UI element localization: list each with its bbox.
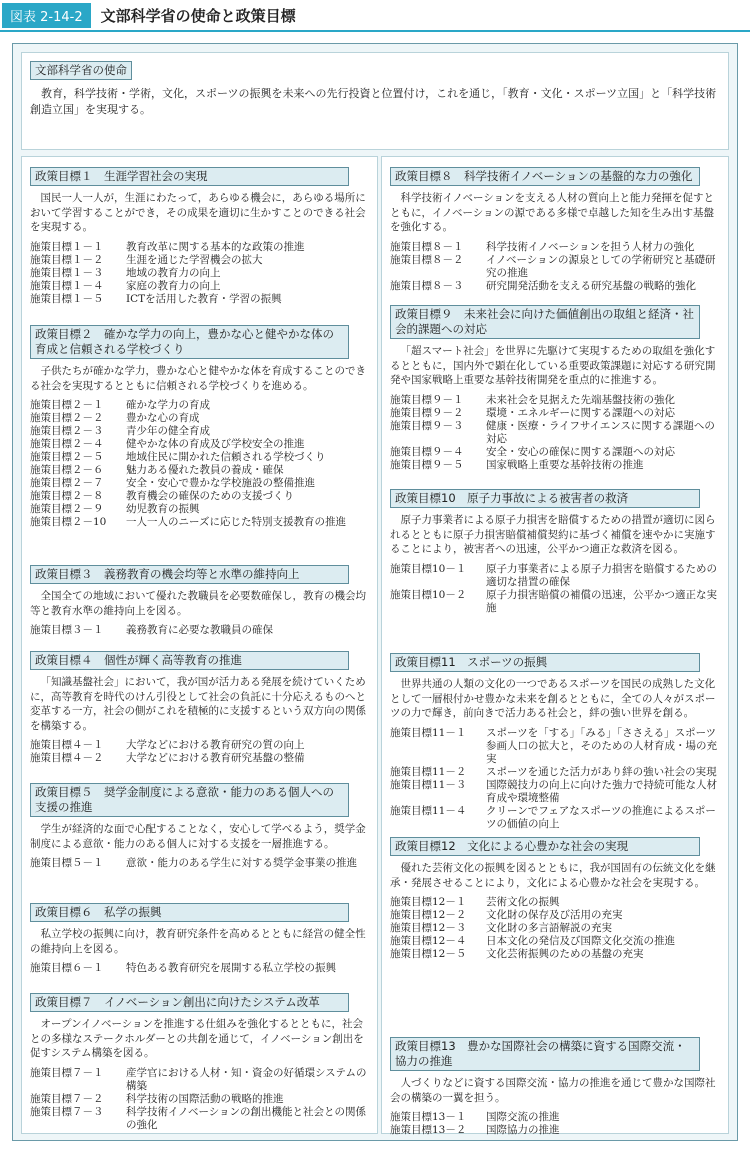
measure-number: 施策目標２－１ — [30, 399, 104, 411]
policy-goal-description: オープンイノベーションを推進する仕組みを強化するとともに，社会との多様なステークホルダーとの共創を通じて，イノベーション創出を促すシステム構築を図る。 — [30, 1018, 364, 1059]
measure-item — [390, 727, 720, 766]
measure-item — [30, 1106, 369, 1132]
policy-goal-description: 「超スマート社会」を世界に先駆けて実現するための取組を強化するとともに，国内外で顕在化している重要政策課題に対応する研究開発や国家戦略上重要な基幹技術開発を重点的に推進する。 — [390, 345, 716, 386]
measure-text: 健康・医療・ライフサイエンスに関する課題への対応 — [486, 419, 715, 445]
right-column — [381, 156, 729, 1134]
measure-number: 施策目標12－３ — [390, 922, 467, 934]
policy-goal-title: 政策目標13 豊かな国際社会の構築に資する国際交流・協力の推進 — [390, 1037, 700, 1071]
measure-item — [390, 241, 720, 254]
measure-item — [390, 1111, 720, 1124]
measure-number: 施策目標10－１ — [390, 562, 467, 575]
policy-goal — [30, 167, 369, 306]
measure-item — [30, 516, 369, 529]
policy-goal — [390, 167, 720, 293]
figure-number: 図表 2-14-2 — [2, 3, 91, 28]
policy-goal-description: 人づくりなどに資する国際交流・協力の推進を通じて豊かな国際社会の構築の一翼を担う。 — [390, 1077, 716, 1104]
measure-number: 施策目標２－６ — [30, 464, 104, 476]
measure-text: 国際協力の推進 — [486, 1124, 560, 1136]
measure-item — [30, 438, 369, 451]
measure-number: 施策目標６－１ — [30, 962, 104, 974]
measure-item — [390, 459, 720, 472]
measure-number: 施策目標２－５ — [30, 451, 104, 463]
measure-number: 施策目標２－４ — [30, 438, 104, 450]
measure-text: スポーツを「する」「みる」「ささえる」スポーツ参画人口の拡大と，そのための人材育成・場の充実 — [486, 726, 717, 765]
measure-text: 安全・安心で豊かな学校施設の整備推進 — [126, 477, 315, 489]
measure-number: 施策目標13－１ — [390, 1111, 467, 1123]
measure-number: 施策目標１－１ — [30, 240, 104, 253]
policy-goal-title: 政策目標９ 未来社会に向けた価値創出の取組と経済・社会的課題への対応 — [390, 305, 700, 339]
measure-number: 施策目標２－７ — [30, 477, 104, 489]
measure-list — [390, 563, 720, 615]
policy-goal-description: 全国全ての地域において優れた教職員を必要数確保し，教育の機会均等と教育水準の維持向上を図る。 — [30, 590, 366, 617]
policy-goal — [390, 305, 720, 472]
measure-text: 産学官における人材・知・資金の好循環システムの構築 — [126, 1066, 367, 1092]
measure-text: 大学などにおける教育研究の質の向上 — [126, 739, 305, 751]
measure-text: 研究開発活動を支える研究基盤の戦略的強化 — [486, 279, 696, 292]
policy-goal — [390, 837, 720, 961]
measure-item — [30, 739, 369, 752]
policy-goal-title: 政策目標５ 奨学金制度による意欲・能力のある個人への支援の推進 — [30, 783, 349, 817]
measure-text: 教育改革に関する基本的な政策の推進 — [126, 240, 305, 253]
measure-number: 施策目標10－２ — [390, 588, 467, 601]
measure-number: 施策目標７－１ — [30, 1066, 104, 1079]
measure-text: 国際競技力の向上に向けた強力で持続可能な人材育成や環境整備 — [486, 778, 717, 804]
measure-item — [30, 752, 369, 765]
measure-number: 施策目標７－２ — [30, 1092, 104, 1105]
measure-text: 文化財の多言語解説の充実 — [486, 922, 612, 934]
measure-item — [390, 589, 720, 615]
measure-list — [30, 399, 369, 529]
measure-text: 教育機会の確保のための支援づくり — [126, 490, 294, 502]
measure-text: イノベーションの源泉としての学術研究と基礎研究の推進 — [486, 253, 716, 279]
measure-text: 科学技術イノベーションの創出機能と社会との関係の強化 — [126, 1105, 367, 1131]
measure-item — [390, 254, 720, 280]
measure-text: 日本文化の発信及び国際文化交流の推進 — [486, 935, 675, 947]
measure-text: 豊かな心の育成 — [126, 412, 200, 424]
measure-number: 施策目標11－２ — [390, 765, 467, 778]
mission-text: 教育，科学技術・学術，文化，スポーツの振興を未来への先行投資と位置付け，これを通じ，「教育・文化・スポーツ立国」と「科学技術創造立国」を実現する。 — [30, 87, 717, 116]
measure-number: 施策目標12－４ — [390, 935, 467, 947]
mission-box — [21, 52, 729, 150]
measure-item — [390, 922, 720, 935]
measure-item — [30, 425, 369, 438]
measure-item — [30, 1067, 369, 1093]
measure-text: 幼児教育の振興 — [126, 503, 200, 515]
measure-text: 芸術文化の振興 — [486, 896, 560, 908]
measure-item — [30, 624, 369, 637]
policy-goal-description: 原子力事業者による原子力損害を賠償するための措置が適切に図られるとともに原子力損害賠償補償契約に基づく補償を速やかに実施することにより，被害者への迅速，公平かつ適正な救済を図る。 — [390, 514, 716, 555]
measure-number: 施策目標２－３ — [30, 425, 104, 437]
policy-goal-description: 優れた芸術文化の振興を図るとともに，我が国固有の伝統文化を継承・発展させることにより，文化による心豊かな社会を実現する。 — [390, 862, 716, 889]
measure-number: 施策目標１－５ — [30, 292, 104, 305]
left-column — [21, 156, 378, 1134]
measure-text: 科学技術の国際活動の戦略的推進 — [126, 1092, 284, 1105]
measure-number: 施策目標11－１ — [390, 726, 467, 739]
policy-goal-title: 政策目標３ 義務教育の機会均等と水準の維持向上 — [30, 565, 349, 584]
chart-frame — [12, 43, 738, 1141]
measure-number: 施策目標８－２ — [390, 253, 464, 266]
policy-goal-description: 学生が経済的な面で心配することなく，安心して学べるよう，奨学金制度による意欲・能力のある個人に対する支援を一層推進する。 — [30, 823, 366, 850]
measure-item — [30, 267, 369, 280]
measure-number: 施策目標12－５ — [390, 948, 467, 960]
figure-title: 文部科学省の使命と政策目標 — [100, 6, 296, 25]
policy-goal — [30, 903, 369, 975]
measure-item — [390, 394, 720, 407]
measure-text: 確かな学力の育成 — [126, 399, 210, 411]
figure-header — [0, 0, 750, 32]
policy-goal-title: 政策目標７ イノベーション創出に向けたシステム改革 — [30, 993, 349, 1012]
measure-item — [30, 451, 369, 464]
measure-text: 青少年の健全育成 — [126, 425, 210, 437]
policy-goal — [30, 651, 369, 765]
measure-item — [30, 412, 369, 425]
measure-item — [30, 241, 369, 254]
policy-goal — [30, 565, 369, 637]
policy-goal-title: 政策目標２ 確かな学力の向上，豊かな心と健やかな体の育成と信頼される学校づくり — [30, 325, 349, 359]
policy-goal-title: 政策目標12 文化による心豊かな社会の実現 — [390, 837, 700, 856]
policy-goal-description: 「知識基盤社会」において，我が国が活力ある発展を続けていくために，高等教育を時代のけん引役として社会の負託に十分応えるものへと変革する一方，社会の側がこれを積極的に支援するという双方向の関係を構築する。 — [30, 676, 366, 732]
measure-item — [390, 805, 720, 831]
measure-list — [390, 241, 720, 293]
measure-text: 一人一人のニーズに応じた特別支援教育の推進 — [126, 516, 346, 528]
measure-item — [30, 477, 369, 490]
measure-number: 施策目標12－１ — [390, 896, 467, 908]
measure-item — [30, 293, 369, 306]
measure-item — [30, 254, 369, 267]
measure-list — [390, 1111, 720, 1137]
policy-goal — [390, 653, 720, 831]
measure-list — [30, 1067, 369, 1132]
policy-goal — [30, 993, 369, 1132]
policy-goal — [30, 325, 369, 529]
measure-item — [30, 464, 369, 477]
measure-number: 施策目標12－２ — [390, 909, 467, 921]
measure-text: 生涯を通じた学習機会の拡大 — [126, 253, 263, 266]
measure-number: 施策目標９－３ — [390, 419, 464, 432]
measure-number: 施策目標９－１ — [390, 393, 464, 406]
measure-list — [30, 857, 369, 870]
measure-text: 未来社会を見据えた先端基盤技術の強化 — [486, 393, 675, 406]
measure-item — [390, 446, 720, 459]
measure-text: 文化芸術振興のための基盤の充実 — [486, 948, 644, 960]
measure-number: 施策目標８－３ — [390, 279, 464, 292]
policy-goal-title: 政策目標10 原子力事故による被害者の救済 — [390, 489, 700, 508]
measure-item — [390, 407, 720, 420]
measure-item — [30, 857, 369, 870]
measure-number: 施策目標４－２ — [30, 752, 104, 764]
measure-text: 意欲・能力のある学生に対する奨学金事業の推進 — [126, 857, 357, 869]
measure-text: クリーンでフェアなスポーツの推進によるスポーツの価値の向上 — [486, 804, 716, 830]
measure-item — [390, 420, 720, 446]
measure-number: 施策目標11－３ — [390, 778, 467, 791]
policy-goal-description: 科学技術イノベーションを支える人材の質向上と能力発揮を促すとともに，イノベーションの源である多様で卓越した知を生み出す基盤を強化する。 — [390, 192, 715, 233]
measure-text: 地域住民に開かれた信頼される学校づくり — [126, 451, 326, 463]
measure-text: 原子力損害賠償の補償の迅速，公平かつ適正な実施 — [486, 588, 717, 614]
policy-goal-description: 子供たちが確かな学力，豊かな心と健やかな体を育成することのできる社会を実現するとともに信頼される学校づくりを進める。 — [30, 365, 366, 392]
measure-number: 施策目標２－９ — [30, 503, 104, 515]
measure-number: 施策目標８－１ — [390, 240, 464, 253]
measure-list — [390, 394, 720, 472]
measure-list — [390, 896, 720, 961]
policy-goal-title: 政策目標４ 個性が輝く高等教育の推進 — [30, 651, 349, 670]
measure-number: 施策目標１－４ — [30, 279, 104, 292]
measure-text: スポーツを通じた活力があり絆の強い社会の実現 — [486, 765, 717, 778]
measure-item — [390, 1124, 720, 1137]
measure-list — [30, 962, 369, 975]
measure-number: 施策目標２－８ — [30, 490, 104, 502]
measure-text: 地域の教育力の向上 — [126, 266, 221, 279]
policy-goal-description: 国民一人一人が，生涯にわたって，あらゆる機会に，あらゆる場所において学習することができ，その成果を適切に生かすことのできる社会を実現する。 — [30, 192, 366, 233]
measure-text: 魅力ある優れた教員の養成・確保 — [126, 464, 284, 476]
measure-item — [30, 490, 369, 503]
measure-number: 施策目標９－５ — [390, 458, 464, 471]
policy-goal-title: 政策目標11 スポーツの振興 — [390, 653, 700, 672]
measure-text: 文化財の保存及び活用の充実 — [486, 909, 623, 921]
policy-goal-title: 政策目標１ 生涯学習社会の実現 — [30, 167, 349, 186]
measure-item — [30, 1093, 369, 1106]
measure-text: 環境・エネルギーに関する課題への対応 — [486, 406, 675, 419]
measure-list — [30, 739, 369, 765]
measure-item — [390, 563, 720, 589]
policy-goal — [390, 1037, 720, 1137]
policy-goal-description: 私立学校の振興に向け，教育研究条件を高めるとともに経営の健全性の維持向上を図る。 — [30, 928, 366, 955]
measure-number: 施策目標７－３ — [30, 1105, 104, 1118]
measure-item — [30, 399, 369, 412]
measure-text: 国家戦略上重要な基幹技術の推進 — [486, 458, 644, 471]
measure-number: 施策目標２－10 — [30, 516, 107, 528]
measure-text: 大学などにおける教育研究基盤の整備 — [126, 752, 305, 764]
measure-list — [390, 727, 720, 831]
measure-item — [390, 280, 720, 293]
measure-item — [390, 935, 720, 948]
policy-goal-title: 政策目標８ 科学技術イノベーションの基盤的な力の強化 — [390, 167, 700, 186]
measure-item — [390, 779, 720, 805]
measure-item — [390, 896, 720, 909]
measure-number: 施策目標11－４ — [390, 804, 467, 817]
measure-text: 義務教育に必要な教職員の確保 — [126, 624, 273, 636]
measure-number: 施策目標２－２ — [30, 412, 104, 424]
measure-item — [390, 948, 720, 961]
measure-text: 科学技術イノベーションを担う人材力の強化 — [486, 240, 695, 253]
measure-number: 施策目標９－４ — [390, 445, 464, 458]
measure-text: 国際交流の推進 — [486, 1111, 560, 1123]
mission-label: 文部科学省の使命 — [30, 61, 132, 80]
measure-text: ICTを活用した教育・学習の振興 — [126, 292, 282, 305]
policy-goal — [30, 783, 369, 870]
policy-goal-description: 世界共通の人類の文化の一つであるスポーツを国民の成熟した文化として一層根付かせ豊かな未来を創るとともに，全ての人々がスポーツの力で輝き，前向きで活力ある社会と，絆の強い世界を創る。 — [390, 678, 716, 719]
policy-goal — [390, 489, 720, 615]
measure-list — [30, 624, 369, 637]
measure-text: 特色ある教育研究を展開する私立学校の振興 — [126, 962, 336, 974]
measure-item — [390, 766, 720, 779]
measure-text: 安全・安心の確保に関する課題への対応 — [486, 445, 675, 458]
measure-item — [390, 909, 720, 922]
measure-item — [30, 503, 369, 516]
measure-number: 施策目標３－１ — [30, 624, 104, 636]
measure-item — [30, 962, 369, 975]
measure-number: 施策目標９－２ — [390, 406, 464, 419]
measure-number: 施策目標４－１ — [30, 739, 104, 751]
measure-list — [30, 241, 369, 306]
measure-item — [30, 280, 369, 293]
measure-number: 施策目標５－１ — [30, 857, 104, 869]
measure-number: 施策目標13－２ — [390, 1124, 467, 1136]
policy-goal-title: 政策目標６ 私学の振興 — [30, 903, 349, 922]
measure-number: 施策目標１－３ — [30, 266, 104, 279]
measure-text: 家庭の教育力の向上 — [126, 279, 221, 292]
measure-number: 施策目標１－２ — [30, 253, 104, 266]
measure-text: 原子力事業者による原子力損害を賠償するための適切な措置の確保 — [486, 562, 717, 588]
measure-text: 健やかな体の育成及び学校安全の推進 — [126, 438, 305, 450]
